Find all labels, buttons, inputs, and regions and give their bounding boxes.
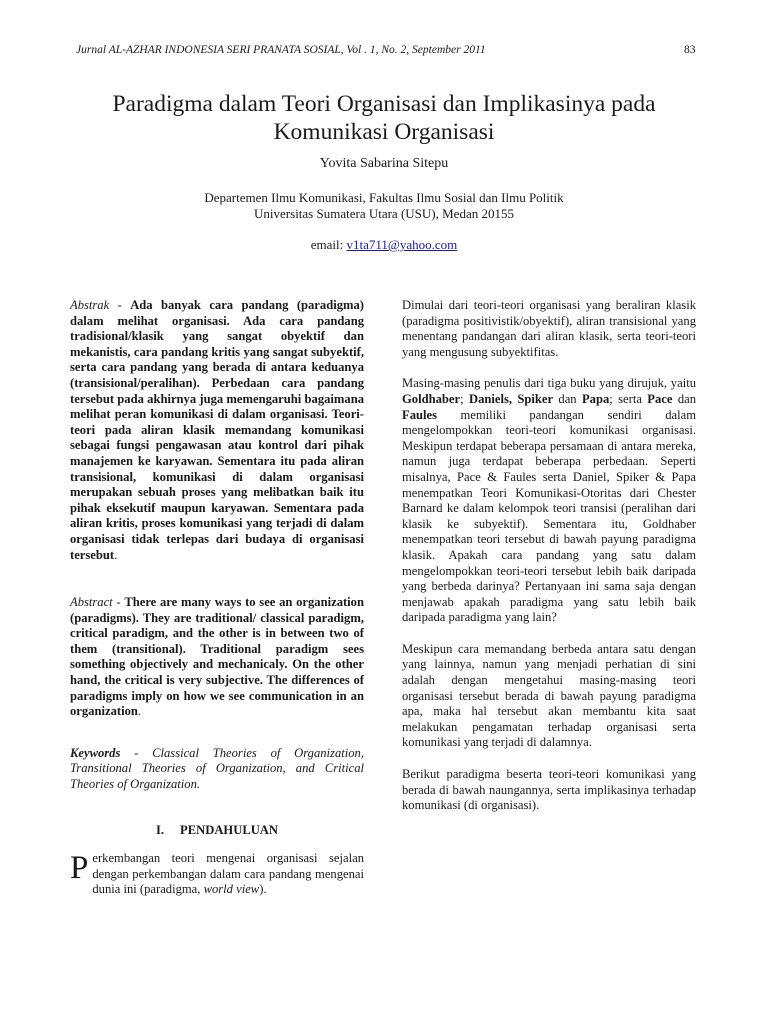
ref-goldhaber: Goldhaber [402, 391, 461, 406]
p2-text-2: ; [460, 391, 469, 406]
abstract-text: There are many ways to see an organization (paradigms). They are traditional/ classical paradigm, critical paradigm, and the other is in between two of them (transitional). Traditional paradigm sees something objectively and mechanicaly. On the other hand, the critical is very subjective. The differences of paradigms imply on how we see communication in an organization [70, 595, 364, 719]
abstract-end: . [137, 704, 142, 719]
author-affiliation [60, 190, 708, 222]
abstrak-paragraph [70, 298, 364, 563]
ref-pace: Pace [647, 391, 673, 406]
paper-title: Paradigma dalam Teori Organisasi dan Implikasinya pada Komunikasi Organisasi [112, 91, 656, 145]
intro-paragraph [70, 851, 364, 898]
abstrak-label: Abstrak [70, 298, 110, 312]
ref-daniels-spiker: Daniels, Spiker [468, 391, 554, 406]
p2-text-6: memiliki pandangan sendiri dalam mengelompokkan teori-teori komunikasi organisasi. Meskipun terdapat beberapa persamaan di antara mereka, namun juga terdapat beberapa perbedaan. Seperti misalnya, Pace & Faules serta Daniel, Spiker & Papa menempatkan Teori Komunikasi-Otoritas dari Chester Barnard ke dalam kelompok teori transisi (peralihan dari klasik ke subyektif). Sementara itu, Goldhaber menempatkan teori tersebut di bawah payung paradigma klasik. Apakah cara pandang yang satu dalam mengelompokkan teori-teori tersebut lebih baik daripada yang berbeda darinya? Pertanyaan ini sama saja dengan menjawab apakah paradigma yang satu lebih baik daripada paradigma yang lain? [402, 407, 696, 625]
keywords-label: Keywords [70, 745, 121, 760]
abstract-paragraph [70, 595, 364, 720]
keywords-text: Classical Theories of Organization, Transitional Theories of Organization, and Critical Theories of Organization. [70, 745, 364, 792]
abstrak-end: . [114, 547, 118, 562]
affiliation-line-2: Universitas Sumatera Utara (USU), Medan 20155 [254, 206, 514, 221]
keywords-paragraph [70, 746, 364, 793]
p2-text-5: dan [672, 391, 696, 406]
author-name: Yovita Sabarina Sitepu [319, 156, 449, 171]
ref-papa: Papa [581, 391, 610, 406]
abstract-label: Abstract [70, 595, 113, 610]
abstrak-separator: - [109, 298, 131, 312]
abstract-separator: - [112, 595, 125, 610]
body-paragraph-4: Berikut paradigma beserta teori-teori komunikasi yang berada di bawah naungannya, serta implikasinya terhadap komunikasi (di organisasi). [402, 767, 696, 813]
journal-running-head: Jurnal AL-AZHAR INDONESIA SERI PRANATA SOSIAL, Vol . 1, No. 2, September 2011 [76, 44, 486, 56]
p2-text-3: dan [553, 391, 582, 406]
p2-text-4: ; serta [609, 391, 648, 406]
abstrak-text: Ada banyak cara pandang (paradigma) dalam melihat organisasi. Ada cara pandang tradisional/klasik yang sangat obyektif dan mekanistis, cara pandang kritis yang sangat subyektif, serta cara pandang yang berada di antara keduanya (transisional/peralihan). Perbedaan cara pandang tersebut pada akhirnya juga memengaruhi bagaimana melihat peran komunikasi di dalam organisasi. Teori-teori pada aliran klasik memandang komunikasi sebagai fungsi pengawasan atau kontrol dari pihak manajemen ke karyawan. Sementara itu pada aliran transisional, komunikasi di dalam organisasi merupakan sebuah proses yang melibatkan baik itu pihak eksekutif maupun karyawan. Sementara pada aliran kritis, proses komunikasi yang terjadi di dalam organisasi tidak terlepas dari budaya di organisasi tersebut [70, 298, 364, 562]
section-number: I. [155, 822, 165, 837]
section-title: PENDAHULUAN [180, 822, 278, 837]
right-column [402, 298, 696, 830]
body-paragraph-1: Dimulai dari teori-teori organisasi yang beraliran klasik (paradigma positivistik/obyektif), aliran transisional yang menentang pandangan dari aliran klasik, serta teori-teori yang mengusung subyektifitas. [402, 298, 696, 359]
intro-text-1: erkembangan teori mengenai organisasi sejalan dengan perkembangan dalam cara pandang mengenai dunia ini (paradigma, [92, 851, 364, 897]
drop-cap: P [70, 850, 89, 887]
p2-text-1: Masing-masing penulis dari tiga buku yang dirujuk, yaitu [402, 376, 696, 391]
section-heading-pendahuluan [70, 823, 364, 839]
keywords-separator: - [120, 745, 153, 760]
author-email [60, 237, 708, 253]
body-paragraph-2 [402, 376, 696, 626]
body-paragraph-3: Meskipun cara memandang berbeda antara satu dengan yang lainnya, namun yang menjadi perhatian di sini adalah dengan mengetahui masing-masing teori organisasi tersebut berada di bawah payung paradigma apa, maka hal tersebut akan membantu kita saat melakukan pengamatan terhadap organisasi serta komunikasi yang terjadi di dalamnya. [402, 641, 696, 750]
intro-text-2: ). [259, 882, 267, 897]
email-link[interactable]: v1ta711@yahoo.com [346, 237, 458, 252]
page-number: 83 [684, 44, 696, 56]
intro-emphasis: world view [203, 882, 260, 897]
ref-faules: Faules [402, 407, 437, 422]
left-column [70, 298, 364, 898]
affiliation-line-1: Departemen Ilmu Komunikasi, Fakultas Ilmu Sosial dan Ilmu Politik [204, 190, 564, 205]
email-label: email: [310, 237, 347, 252]
